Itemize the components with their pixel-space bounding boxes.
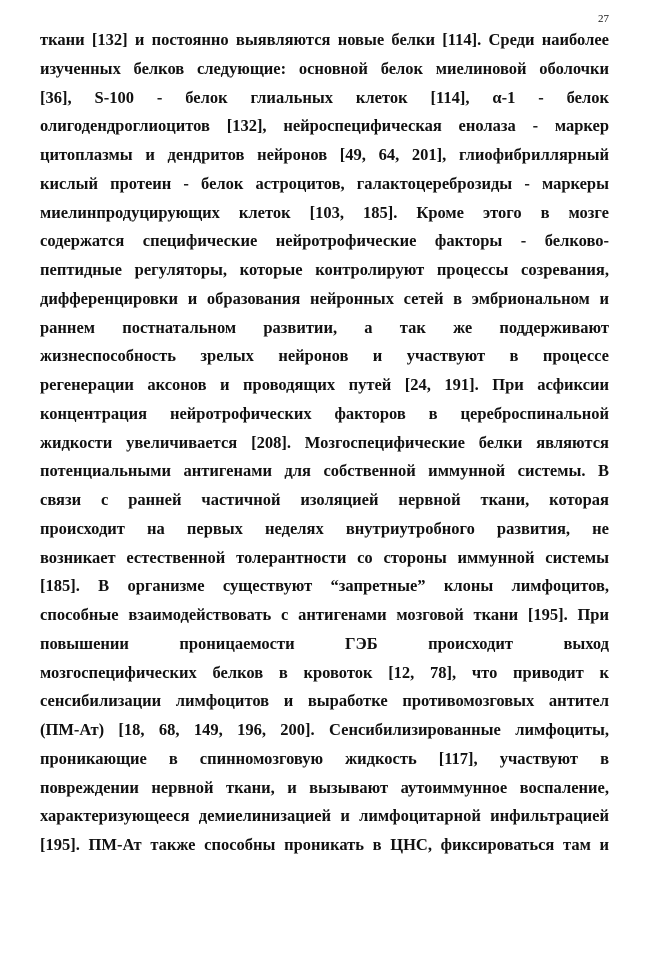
text-line: характеризующееся демиелинизацией и лимфоцитарной инфильтрацией xyxy=(40,806,609,826)
text-line: [36], S-100 - белок глиальных клеток [114], α-1 - белок xyxy=(40,87,609,107)
text-line: (ПМ-Ат) [18, 68, 149, 196, 200]. Сенсибилизированные лимфоциты, xyxy=(40,720,609,739)
text-line: [195]. ПМ-Ат также способны проникать в ЦНС, фиксироваться там и xyxy=(40,835,609,854)
text-line: жидкости увеличивается [208]. Мозгоспецифические белки являются xyxy=(40,432,609,452)
text-line: способные взаимодействовать с антигенами мозговой ткани [195]. При xyxy=(40,605,609,624)
text-line: происходит на первых неделях внутриутробного развития, не xyxy=(40,518,609,538)
text-line: сенсибилизации лимфоцитов и выработке противомозговых антител xyxy=(40,691,609,711)
text-line: повреждении нервной ткани, и вызывают аутоиммунное воспаление, xyxy=(40,777,609,797)
text-line: цитоплазмы и дендритов нейронов [49, 64, 201], глиофибриллярный xyxy=(40,145,609,164)
text-line: дифференцировки и образования нейронных сетей в эмбриональном и xyxy=(40,288,609,308)
text-line: жизнеспособность зрелых нейронов и участвуют в процессе xyxy=(40,346,609,366)
text-line: мозгоспецифических белков в кровоток [12, 78], что приводит к xyxy=(40,662,609,682)
text-line: миелинпродуцирующих клеток [103, 185]. Кроме этого в мозге xyxy=(40,202,609,222)
text-line: ткани [132] и постоянно выявляются новые белки [114]. Среди наиболее xyxy=(40,30,609,49)
body-text xyxy=(40,26,609,860)
text-line: проникающие в спинномозговую жидкость [117], участвуют в xyxy=(40,748,609,768)
text-line: возникает естественной толерантности со стороны иммунной системы xyxy=(40,547,609,567)
text-line: раннем постнатальном развитии, а так же поддерживают xyxy=(40,317,609,337)
text-line: олигодендроглиоцитов [132], нейроспецифическая енолаза - маркер xyxy=(40,116,609,136)
page-number: 27 xyxy=(598,13,609,25)
text-line: концентрация нейротрофических факторов в цереброспинальной xyxy=(40,403,609,423)
text-line: связи с ранней частичной изоляцией нервной ткани, которая xyxy=(40,490,609,509)
text-line: изученных белков следующие: основной белок миелиновой оболочки xyxy=(40,58,609,78)
text-line: повышении проницаемости ГЭБ происходит выход xyxy=(40,633,609,653)
text-line: пептидные регуляторы, которые контролируют процессы созревания, xyxy=(40,260,609,279)
text-line: кислый протеин - белок астроцитов, галактоцереброзиды - маркеры xyxy=(40,173,609,193)
text-line: содержатся специфические нейротрофические факторы - белково- xyxy=(40,231,609,251)
text-line: регенерации аксонов и проводящих путей [24, 191]. При асфиксии xyxy=(40,375,609,394)
text-line: [185]. В организме существуют “запретные” клоны лимфоцитов, xyxy=(40,576,609,596)
text-line: потенциальными антигенами для собственной иммунной системы. В xyxy=(40,461,609,481)
